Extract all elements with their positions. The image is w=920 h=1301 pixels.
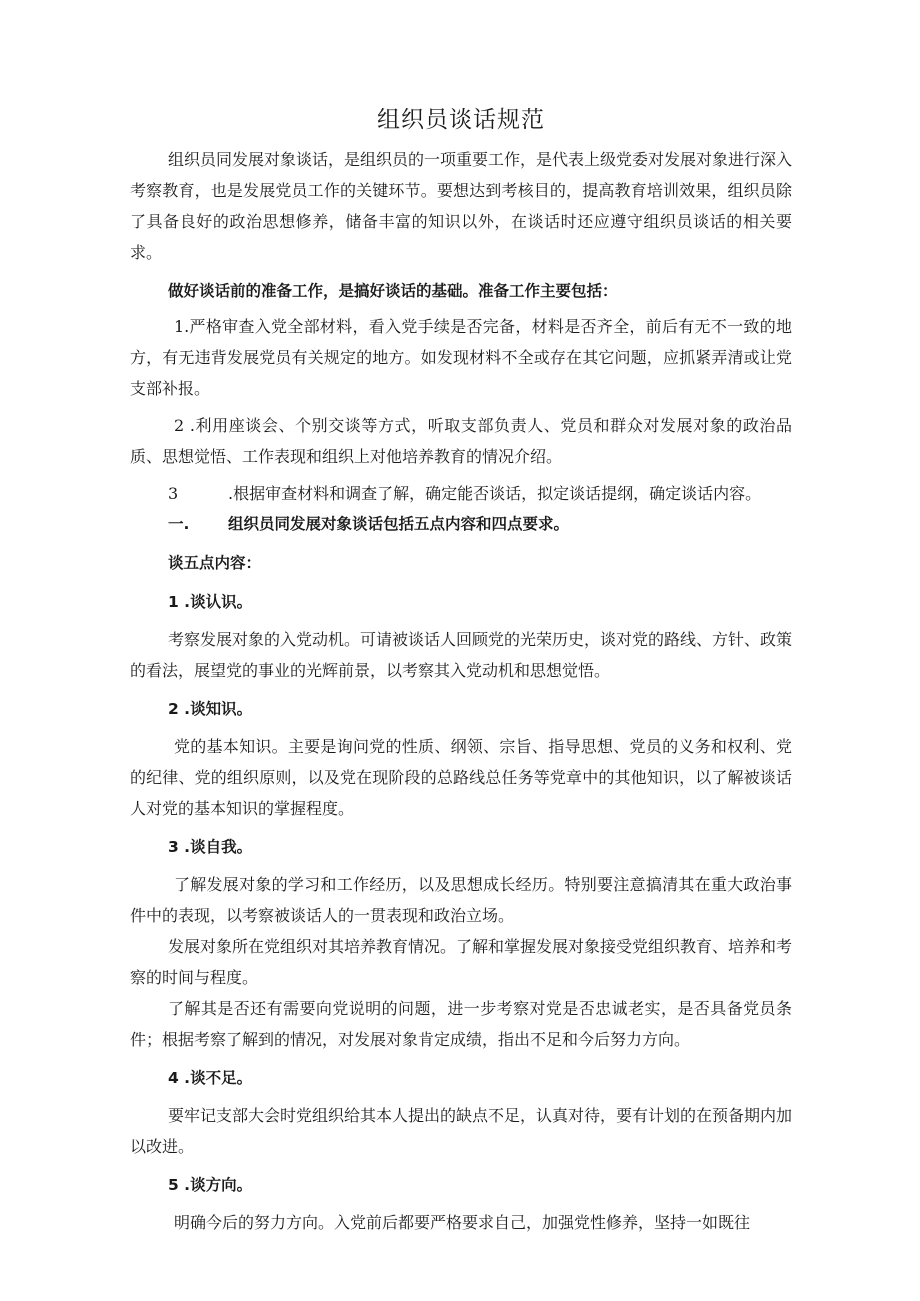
- prep-item-2: 2 .利用座谈会、个别交谈等方式，听取支部负责人、党员和群众对发展对象的政治品质、思想觉悟、工作表现和组织上对他培养教育的情况介绍。: [130, 416, 792, 466]
- prep-heading: 做好谈话前的准备工作，是搞好谈话的基础。准备工作主要包括：: [168, 282, 618, 300]
- section-number: 一.: [168, 515, 190, 533]
- prep-item-3-text: .根据审查材料和调查了解，确定能否谈话，拟定谈话提纲，确定谈话内容。: [228, 484, 762, 503]
- point-3-text-1: 了解发展对象的学习和工作经历，以及思想成长经历。特别要注意搞清其在重大政治事件中的表现，以考察被谈话人的一贯表现和政治立场。: [130, 875, 792, 925]
- prep-item-1: 1.严格审查入党全部材料，看入党手续是否完备，材料是否齐全，前后有无不一致的地方，有无违背发展党员有关规定的地方。如发现材料不全或存在其它问题，应抓紧弄清或让党支部补报。: [130, 317, 792, 398]
- point-4-heading: 4 .谈不足。: [168, 1069, 253, 1087]
- prep-item-3: [130, 478, 792, 509]
- section-heading: [130, 509, 792, 540]
- document-title: 组织员谈话规范: [377, 107, 545, 133]
- intro-paragraph: 组织员同发展对象谈话，是组织员的一项重要工作，是代表上级党委对发展对象进行深入考察教育，也是发展党员工作的关键环节。要想达到考核目的，提高教育培训效果，组织员除了具备良好的政治思想修养，储备丰富的知识以外，在谈话时还应遵守组织员谈话的相关要求。: [130, 150, 793, 262]
- point-5-text: 明确今后的努力方向。入党前后都要严格要求自己，加强党性修养，坚持一如既往: [174, 1213, 751, 1232]
- section-heading-text: 组织员同发展对象谈话包括五点内容和四点要求。: [228, 515, 570, 533]
- point-5-heading: 5 .谈方向。: [168, 1176, 253, 1194]
- point-3-text-3: 了解其是否还有需要向党说明的问题，进一步考察对党是否忠诚老实，是否具备党员条件；根据考察了解到的情况，对发展对象肯定成绩，指出不足和今后努力方向。: [130, 999, 792, 1049]
- point-3-text-2: 发展对象所在党组织对其培养教育情况。了解和掌握发展对象接受党组织教育、培养和考察的时间与程度。: [130, 937, 793, 987]
- point-2-text: 党的基本知识。主要是询问党的性质、纲领、宗旨、指导思想、党员的义务和权利、党的纪律、党的组织原则，以及党在现阶段的总路线总任务等党章中的其他知识，以了解被谈话人对党的基本知识的掌握程度。: [130, 737, 792, 818]
- point-1-heading: 1 .谈认识。: [168, 593, 253, 611]
- prep-item-3-number: 3: [168, 484, 179, 503]
- five-points-label: 谈五点内容：: [168, 554, 262, 572]
- document-page: [130, 100, 792, 1238]
- point-4-text: 要牢记支部大会时党组织给其本人提出的缺点不足，认真对待，要有计划的在预备期内加以改进。: [130, 1106, 793, 1156]
- point-2-heading: 2 .谈知识。: [168, 700, 253, 718]
- point-1-text: 考察发展对象的入党动机。可请被谈话人回顾党的光荣历史，谈对党的路线、方针、政策的看法，展望党的事业的光辉前景，以考察其入党动机和思想觉悟。: [130, 630, 793, 680]
- point-3-heading: 3 .谈自我。: [168, 838, 253, 856]
